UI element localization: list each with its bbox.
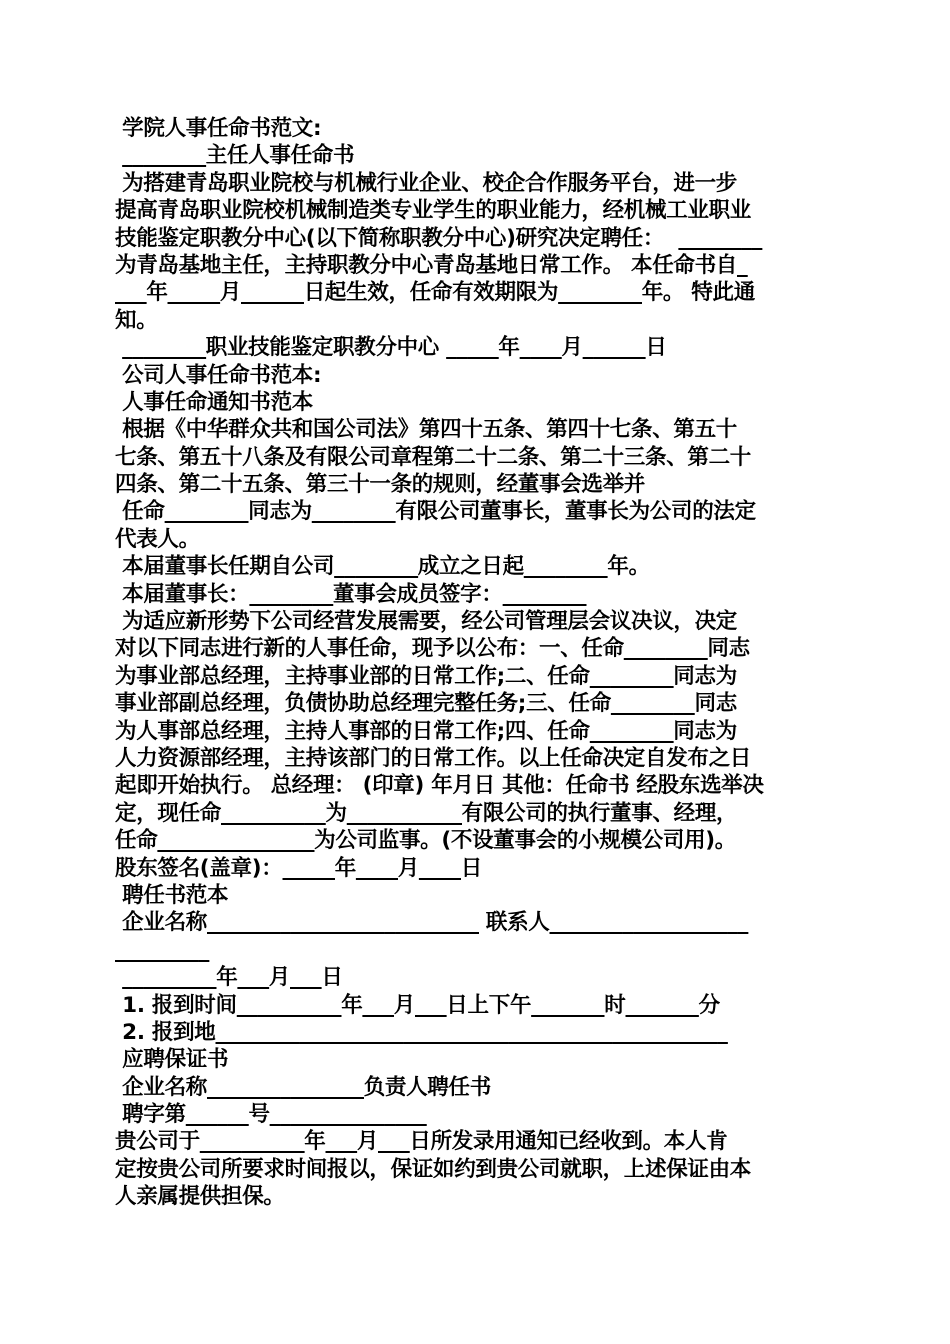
paragraph-line: 贵公司于__________年___月___日所发录用通知已经收到。本人肯: [115, 1129, 728, 1155]
paragraph-line: ___年_____月______日起生效，任命有效期限为________年。 特此通: [115, 280, 755, 306]
form-line: 2. 报到地_________________________________________________: [115, 1019, 728, 1045]
paragraph-line: 四条、第二十五条、第三十一条的规则，经董事会选举并: [115, 472, 646, 498]
heading-director-appointment: ________主任人事任命书: [115, 143, 355, 169]
paragraph-line: 起即开始执行。 总经理： (印章) 年月日 其他：任命书 经股东选举决: [115, 773, 764, 799]
heading-notice-sample: 人事任命通知书范本: [115, 389, 313, 415]
paragraph-line: 代表人。: [115, 526, 200, 552]
document-body: [115, 115, 835, 1211]
paragraph-line: 本届董事长任期自公司________成立之日起________年。: [115, 554, 650, 580]
heading-company-sample: 公司人事任命书范本:: [115, 362, 322, 388]
paragraph-line: 对以下同志进行新的人事任命，现予以公布：一、任命________同志: [115, 636, 750, 662]
heading-hiring-sample: 聘任书范本: [115, 882, 229, 908]
paragraph-line: 技能鉴定职教分中心(以下简称职教分中心)研究决定聘任： ________: [115, 225, 763, 251]
paragraph-line: 定，现任命__________为___________有限公司的执行董事、经理，: [115, 800, 738, 826]
paragraph-line: 本届董事长：________董事会成员签字：________: [115, 581, 587, 607]
paragraph-line: 为青岛基地主任，主持职教分中心青岛基地日常工作。 本任命书自_: [115, 252, 748, 278]
paragraph-line: 为搭建青岛职业院校与机械行业企业、校企合作服务平台，进一步: [115, 170, 737, 196]
heading-guarantee: 应聘保证书: [115, 1047, 229, 1073]
paragraph-line: 人亲属提供担保。: [115, 1184, 285, 1210]
paragraph-line: 事业部副总经理，负债协助总经理完整任务;三、任命________同志: [115, 691, 737, 717]
paragraph-line: 知。: [115, 307, 158, 333]
paragraph-line: 人力资源部经理，主持该部门的日常工作。以上任命决定自发布之日: [115, 745, 752, 771]
signature-line: ________职业技能鉴定职教分中心 _____年____月______日: [115, 335, 667, 361]
form-line: 聘字第______号_______________: [115, 1102, 427, 1128]
form-line: _________年___月___日: [115, 965, 343, 991]
paragraph-line: 为事业部总经理，主持事业部的日常工作;二、任命________同志为: [115, 663, 737, 689]
form-line: 企业名称_______________负责人聘任书: [115, 1074, 491, 1100]
paragraph-line: 任命________同志为________有限公司董事长，董事长为公司的法定: [115, 499, 756, 525]
paragraph-line: 为人事部总经理，主持人事部的日常工作;四、任命________同志为: [115, 718, 737, 744]
paragraph-line: 七条、第五十八条及有限公司章程第二十二条、第二十三条、第二十: [115, 444, 752, 470]
paragraph-line: 根据《中华群众共和国公司法》第四十五条、第四十七条、第五十: [115, 417, 737, 443]
paragraph-line: 定按贵公司所要求时间报以，保证如约到贵公司就职，上述保证由本: [115, 1156, 752, 1182]
heading-college-sample: 学院人事任命书范文:: [115, 116, 322, 141]
signature-line: 股东签名(盖章)：_____年____月____日: [115, 855, 482, 881]
paragraph-line: 提高青岛职业院校机械制造类专业学生的职业能力，经机械工业职业: [115, 198, 752, 224]
paragraph-line: 任命_______________为公司监事。(不设董事会的小规模公司用)。: [115, 828, 737, 854]
form-line: 1. 报到时间__________年___月___日上下午_______时_______分: [115, 992, 720, 1018]
paragraph-line: 为适应新形势下公司经营发展需要，经公司管理层会议决议，决定: [115, 609, 737, 635]
form-line: _________: [115, 937, 210, 963]
form-line: 企业名称__________________________ 联系人___________________: [115, 910, 749, 936]
